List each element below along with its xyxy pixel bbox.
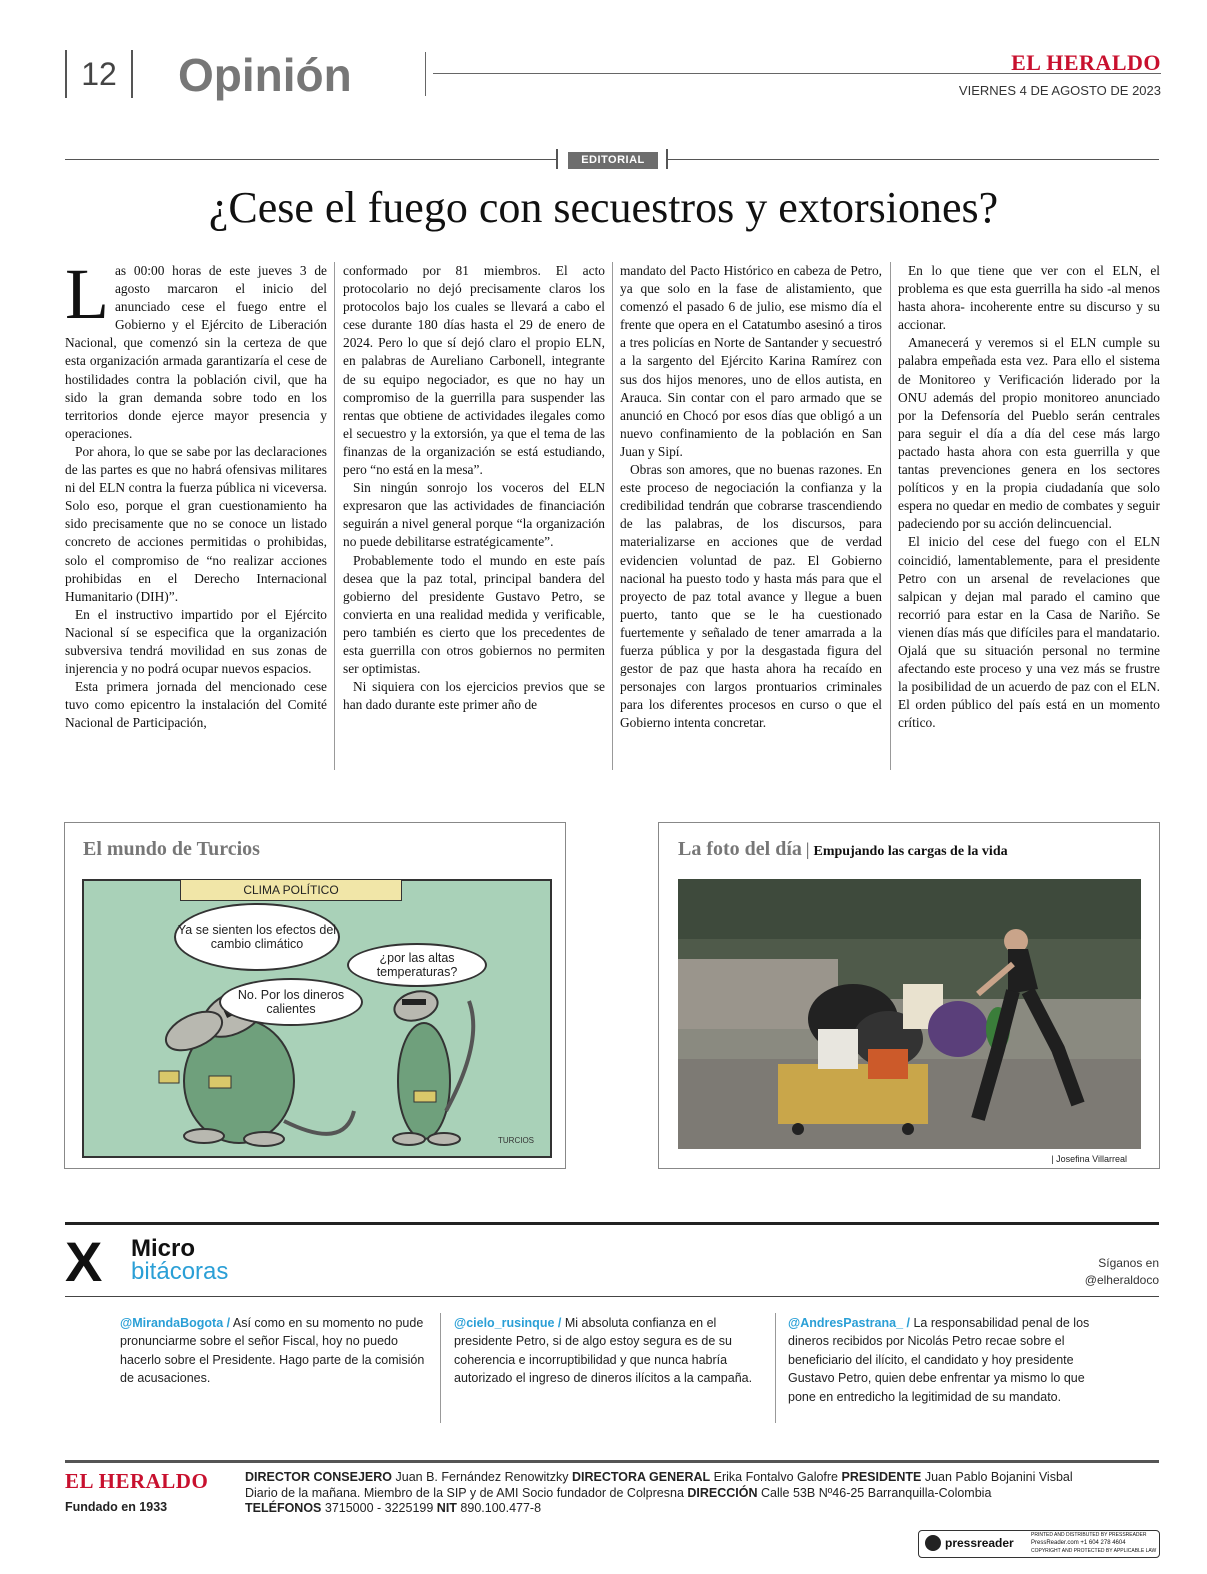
tweet-3 [788,1314,1108,1406]
photo-street-cart-scene [678,879,1141,1149]
follow-label: Síganos en [1098,1256,1159,1270]
footer-credits [245,1470,1145,1517]
article-column-3 [620,262,882,732]
article-paragraph: Sin ningún sonrojo los voceros del ELN expresaron que las actividades de financiación seguirán a nivel general porque “la organización no puede debilitarse estratégicamente”. [343,480,605,550]
editorial-headline: ¿Cese el fuego con secuestros y extorsiones? [208,183,999,232]
tweet-2 [454,1314,762,1388]
photo-box-title: La foto del día [678,838,802,860]
column-separator [612,262,613,770]
micro-section-rule [65,1222,1159,1225]
tweet-separator [775,1313,776,1423]
editorial-rule-left [65,159,556,160]
photo-subtitle: Empujando las cargas de la vida [813,844,1008,859]
x-logo-icon: X [65,1230,103,1293]
pressreader-line-2: PressReader.com +1 604 278 4604 [1031,1540,1126,1546]
article-paragraph: En lo que tiene que ver con el ELN, el problema es que esta guerrilla ha sido -al menos hasta ahora- incoherente entre su discurso y su accionar. [898,263,1160,333]
tweet-handle[interactable]: @AndresPastrana_ / [788,1316,910,1330]
editorial-bar-right [666,149,668,169]
photo-title-divider: | [805,839,810,859]
tweet-1 [120,1314,428,1388]
article-paragraph: Ni siquiera con los ejercicios previos que se han dado durante este primer año de [343,679,605,713]
cartoon-panel-title: CLIMA POLÍTICO [180,879,402,901]
tweet-text: Así como en su momento no pude pronunciarme sobre el señor Fiscal, hoy no puedo hacerlo sobre el Presidente. Hago parte de la comisión de acusaciones. [120,1316,425,1386]
pressreader-line-1: PRINTED AND DISTRIBUTED BY PRESSREADER [1031,1532,1147,1538]
column-separator [334,262,335,770]
micro-title-2: bitácoras [131,1258,229,1285]
cartoon-box-title: El mundo de Turcios [83,838,260,860]
tweet-handle[interactable]: @MirandaBogota / [120,1316,231,1330]
article-paragraph: El inicio del cese del fuego con el ELN coincidió, lamentablemente, para el presidente Petro con un arsenal de revelaciones que salpican y dejan mal parado el camino que recorrió para estar en la Casa de Nariño. Se vienen días más que difíciles para el mandatario. Ojalá que su situación personal no termine afectando este proceso y una vez más se frustre la posibilidad de un acuerdo de paz con el ELN. El orden público del país está en un momento crítico. [898,534,1160,731]
article-paragraph: as 00:00 horas de este jueves 3 de agosto marcaron el inicio del anunciado cese el fuego entre el Gobierno y el Ejército de Liberación Nacional, que comenzó sin la certeza de que esta organización armada garantizaría el cese de hostilidades contra la población civil, que ha sido la gran demanda sobre todo en los territorios donde ejerce mayor presencia y operaciones. [65,263,327,441]
article-column-1 [65,254,327,732]
micro-section-divider [65,1296,1159,1297]
article-column-4 [898,262,1160,732]
article-paragraph: Esta primera jornada del mencionado cese tuvo como epicentro la instalación del Comité Nacional de Participación, [65,679,327,731]
cartoonist-signature: TURCIOS [498,1136,534,1145]
article-paragraph: conformado por 81 miembros. El acto protocolario no dejó precisamente claros los protocolos bajo los cuales se llevará a cabo el cese durante 180 días hasta el 29 de enero de 2024. Pero lo que sí dejó claro el propio ELN, en palabras de Aureliano Carbonell, integrante de su equipo negociador, es que no hay un compromiso de la guerrilla para suspender las rentas que obtiene de actividades ilegales como el secuestro y la extorsión, ya que el tema de las finanzas de la organización se está estudiando, pero “no está en la mesa”. [343,263,605,478]
masthead-logo[interactable]: EL HERALDO [1011,50,1161,75]
header-divider [425,52,426,96]
article-paragraph: Por ahora, lo que se sabe por las declaraciones de las partes es que no habrá ofensivas militares ni del ELN contra la fuerza pública ni viceversa. Solo eso, porque el gran cuestionamiento ha sido precisamente que no se conoce un listado concreto de acciones permitidas o prohibidas, solo el compromiso de “no realizar acciones prohibidas en el Derecho Internacional Humanitario (DIH)”. [65,443,327,604]
photo-of-the-day [678,879,1141,1149]
cartoon-image [82,879,552,1158]
article-paragraph: Amanecerá y veremos si el ELN cumple su palabra empeñada esta vez. Para ello el sistema de Monitoreo y Verificación liderado por la ONU además del propio monitoreo anunciado por la Defensoría del Pueblo serán centrales para seguir el día a día del cese más largo pactado hasta ahora con esta guerrilla y que tantas prevenciones genera en los sectores políticos y en la propia ciudadanía que solo espera no quedar en medio de combates y seguir padeciendo por su acción delincuencial. [898,335,1160,532]
footer-line-3: TELÉFONOS 3715000 - 3225199 NIT 890.100.477-8 [245,1501,542,1515]
pressreader-badge[interactable] [918,1530,1160,1558]
footer-logo: EL HERALDO [65,1469,209,1493]
editorial-rule-right [668,159,1159,160]
section-title: Opinión [178,49,352,101]
drop-cap: L [65,254,109,334]
pressreader-icon [925,1535,941,1551]
speech-bubble-3: No. Por los dineros calientes [219,978,363,1026]
footer-rule [65,1460,1159,1463]
footer-line-1: DIRECTOR CONSEJERO Juan B. Fernández Renowitzky DIRECTORA GENERAL Erika Fontalvo Galofre PRESIDENTE Juan Pablo Bojanini Visbal [245,1470,1073,1484]
tweet-separator [440,1313,441,1423]
footer-line-2: Diario de la mañana. Miembro de la SIP y de AMI Socio fundador de Colpresna DIRECCIÓN Calle 53B Nº46-25 Barranquilla-Colombia [245,1485,992,1500]
editorial-bar-left [556,149,558,169]
tweet-text: La responsabilidad penal de los dineros recibidos por Nicolás Petro recae sobre el beneficiario del ilícito, el candidato y hoy presidente Gustavo Petro, quien debe enfrentar ya mismo lo que pone en entredicho la legitimidad de su mandato. [788,1316,1090,1404]
article-paragraph: En el instructivo impartido por el Ejército Nacional sí se especifica que la organización subversiva tendrá movilidad en sus zonas de injerencia y no podrá ocupar nuevos espacios. [65,606,327,677]
micro-title-1: Micro [131,1235,196,1262]
photo-credit: | Josefina Villarreal [1051,1154,1127,1164]
speech-bubble-2: ¿por las altas temperaturas? [347,943,487,987]
tweet-handle[interactable]: @cielo_rusinque / [454,1316,562,1330]
footer-founded: Fundado en 1933 [65,1500,168,1514]
page-number: 12 [65,50,133,98]
photo-heading [678,838,1008,861]
editorial-label: EDITORIAL [568,152,658,169]
article-paragraph: mandato del Pacto Histórico en cabeza de Petro, ya que solo en la fase de alistamiento, que comenzó el pasado 6 de julio, ese mismo día el frente que opera en el Catatumbo asesinó a tiros a tres policías en Norte de Santander y secuestró a la sargento del Ejército Karina Ramírez con sus dos hijos menores, uno de ellos autista, en Arauca. Sin contar con el paro armado que se anunció en Chocó por esos días que obligó a un nuevo confinamiento de la población en San Juan y Sipí. [620,263,882,459]
pressreader-name: pressreader [945,1536,1014,1550]
issue-date: VIERNES 4 DE AGOSTO DE 2023 [958,83,1161,98]
article-column-2 [343,262,605,714]
speech-bubble-1: Ya se sienten los efectos del cambio climático [174,903,340,971]
pressreader-line-3: COPYRIGHT AND PROTECTED BY APPLICABLE LAW [1031,1548,1157,1554]
tweet-text: Mi absoluta confianza en el presidente Petro, si de algo estoy segura es de su coherencia e incorruptibilidad y que nunca habría autorizado el ingreso de dineros ilícitos a la campaña. [454,1316,753,1386]
follow-handle[interactable]: @elheraldoco [1084,1273,1159,1287]
article-paragraph: Obras son amores, que no buenas razones. En este proceso de negociación la confianza y la credibilidad tendrán que cobrarse trascendiendo de las palabras, de los discursos, para materializarse en acciones que de verdad evidencien voluntad de paz. El Gobierno nacional ha puesto todo y hasta más para que el proyecto de paz total avance y llegue a buen puerto, tanto que se le ha cuestionado fuertemente y señalado de tener amarrada a la fuerza pública y por la desgastada figura del gestor de paz que hasta ahora ha recaído en personajes con largos prontuarios criminales para los diferentes procesos en curso o que el Gobierno intenta concretar. [620,462,882,731]
column-separator [890,262,891,770]
article-paragraph: Probablemente todo el mundo en este país desea que la paz total, principal bandera del gobierno del presidente Gustavo Petro, se convierta en una realidad medida y verificable, pero también es cierto que los precedentes de esta guerrilla con otros gobiernos no permiten ser optimistas. [343,552,605,677]
